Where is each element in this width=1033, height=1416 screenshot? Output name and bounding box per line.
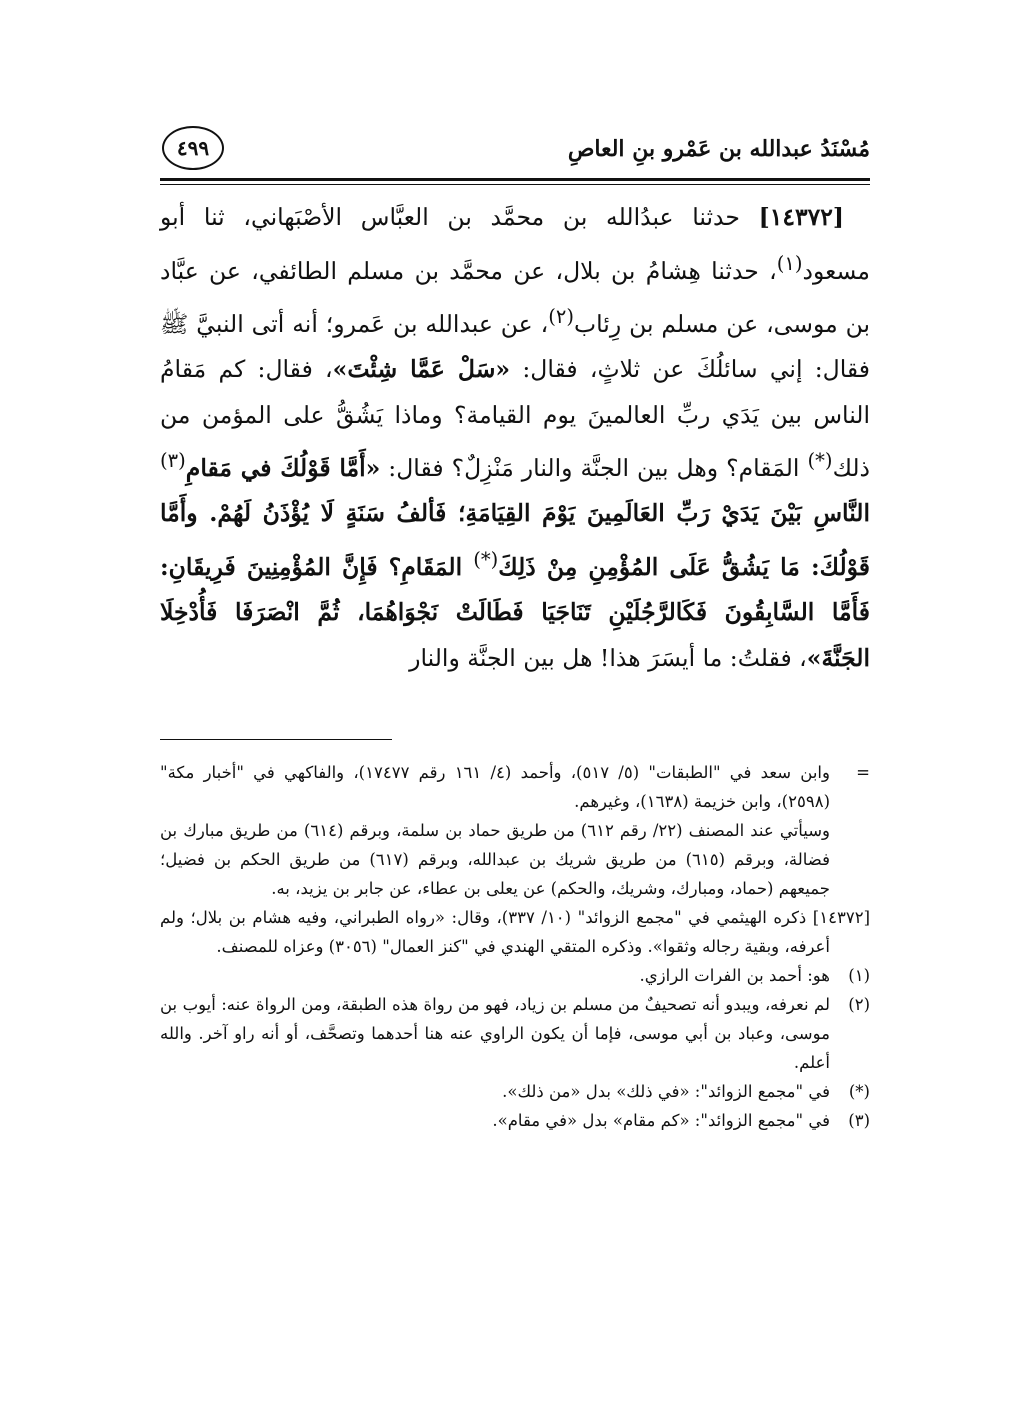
footnote-ref-star: (*)	[807, 449, 833, 473]
footnote-mark: (*)	[848, 1082, 870, 1102]
footnote-text: وابن سعد في "الطبقات" (٥/ ٥١٧)، وأحمد (٤/ ١٦١ رقم ١٧٤٧٧)، والفاكهي في "أخبار مكة" (٢٥٩٨)، وابن خزيمة (١٦٣٨)، وغيرهم.	[160, 763, 830, 812]
footnote-ref-3: (٣)	[160, 449, 186, 473]
footnote-item	[160, 990, 870, 1077]
continuation-mark: =	[856, 763, 870, 783]
text-run: ، فقال: كم مَقامُ الناس بين يَدَي ربِّ العالمينَ يوم القيامة؟ وماذا يَشُقُّ على المؤمن من ذلك	[160, 355, 870, 482]
footnotes	[160, 758, 870, 1135]
prophetic-quote: المَقَامِ؟ فَإِنَّ المُؤْمِنِينَ فَرِيقَانِ: فَأَمَّا السَّابِقُونَ فَكَالرَّجُلَيْنِ تَنَاجَيَا فَطَالَتْ نَجْوَاهُمَا، ثُمَّ انْصَرَفَا فَأُدْخِلَا الجَنَّةَ»	[160, 552, 870, 672]
page-header	[160, 118, 870, 174]
prophetic-quote: النَّاسِ بَيْنَ يَدَيْ رَبِّ العَالَمِينَ يَوْمَ القِيَامَةِ؛ فَألفُ سَنَةٍ لَا يُؤْذَنُ لَهُمْ. وأَمَّا قَوْلُكَ: مَا يَشُقُّ عَلَى المُؤْمِنِ مِنْ ذَلِكَ	[160, 499, 870, 581]
book-page	[160, 118, 870, 1135]
main-text	[160, 195, 870, 681]
text-run: ، عن عبدالله بن عَمرو؛ أنه أتى النبيَّ ﷺ فقال: إني سائلُكَ عن ثلاثٍ، فقال:	[160, 309, 871, 384]
footnote-continuation	[160, 758, 870, 903]
text-run: المَقام؟ وهل بين الجنَّة والنار مَنْزِلٌ؟ فقال:	[380, 453, 808, 482]
footnote-ref-1: (١)	[776, 251, 803, 275]
footnote-text: في "مجمع الزوائد": «في ذلك» بدل «من ذلك».	[502, 1082, 830, 1102]
page-number-badge: ٤٩٩	[162, 126, 224, 170]
footnote-text: وسيأتي عند المصنف (٢٢/ رقم ٦١٢) من طريق حماد بن سلمة، وبرقم (٦١٤) من طريق مبارك بن فضالة، وبرقم (٦١٥) من طريق شريك بن عبدالله، وبرقم (٦١٧) من طريق الحكم بن فضيل؛ جميعهم (حماد، ومبارك، وشريك، والحكم) عن يعلى بن عطاء، عن جابر بن يزيد، به.	[160, 821, 830, 899]
footnote-separator	[160, 739, 392, 740]
prophetic-quote: «أَمَّا قَوْلُكَ في مَقامِ	[185, 453, 381, 482]
footnote-ref-2: (٢)	[548, 304, 574, 328]
footnote-mark: (٣)	[848, 1111, 870, 1131]
header-rule-thin	[160, 184, 870, 185]
footnote-mark: (٢)	[848, 995, 870, 1015]
header-rule-thick	[160, 178, 870, 181]
text-run: حدثنا عبدُالله بن محمَّد بن العبَّاس الأصْبَهاني، ثنا أبو مسعود	[160, 203, 870, 285]
footnote-item	[160, 961, 870, 990]
takhrij-note: [١٤٣٧٢] ذكره الهيثمي في "مجمع الزوائد" (١٠/ ٣٣٧)، وقال: «رواه الطبراني، وفيه هشام بن بلال؛ ولم أعرفه، وبقية رجاله وثقوا». وذكره المتقي الهندي في "كنز العمال" (٣٠٥٦) وعزاه للمصنف.	[160, 908, 870, 957]
footnote-mark: (١)	[848, 966, 870, 986]
footnote-item	[160, 1077, 870, 1106]
footnote-text: لم نعرفه، ويبدو أنه تصحيفٌ من مسلم بن زياد، فهو من رواة هذه الطبقة، ومن الرواة عنه: أيوب بن موسى، وعباد بن أبي موسى، فإما أن يكون الراوي عنه هنا أحدهما وتصحَّف، أو أنه راو آخر. والله أعلم.	[160, 995, 830, 1073]
text-run: ، حدثنا هِشامُ بن بلال، عن محمَّد بن مسلم الطائفي، عن عبَّاد بن موسى، عن مسلم بن رِئاب	[160, 256, 870, 338]
footnote-text: هو: أحمد بن الفرات الرازي.	[639, 966, 830, 986]
footnote-ref-star: (*)	[473, 547, 499, 571]
hadith-number: [١٤٣٧٢]	[758, 203, 844, 231]
footnote-item	[160, 1106, 870, 1135]
footnote-body	[160, 758, 830, 903]
prophetic-quote: «سَلْ عَمَّا شِئْتَ»	[332, 355, 511, 384]
footnote-text: في "مجمع الزوائد": «كم مقام» بدل «في مقام».	[492, 1111, 830, 1131]
running-title: مُسْنَدُ عبدالله بن عَمْرو بنِ العاصِ	[567, 136, 870, 162]
hadith-paragraph	[160, 195, 870, 681]
text-run: ، فقلتُ: ما أيسَرَ هذا! هل بين الجنَّة والنار	[409, 643, 807, 672]
